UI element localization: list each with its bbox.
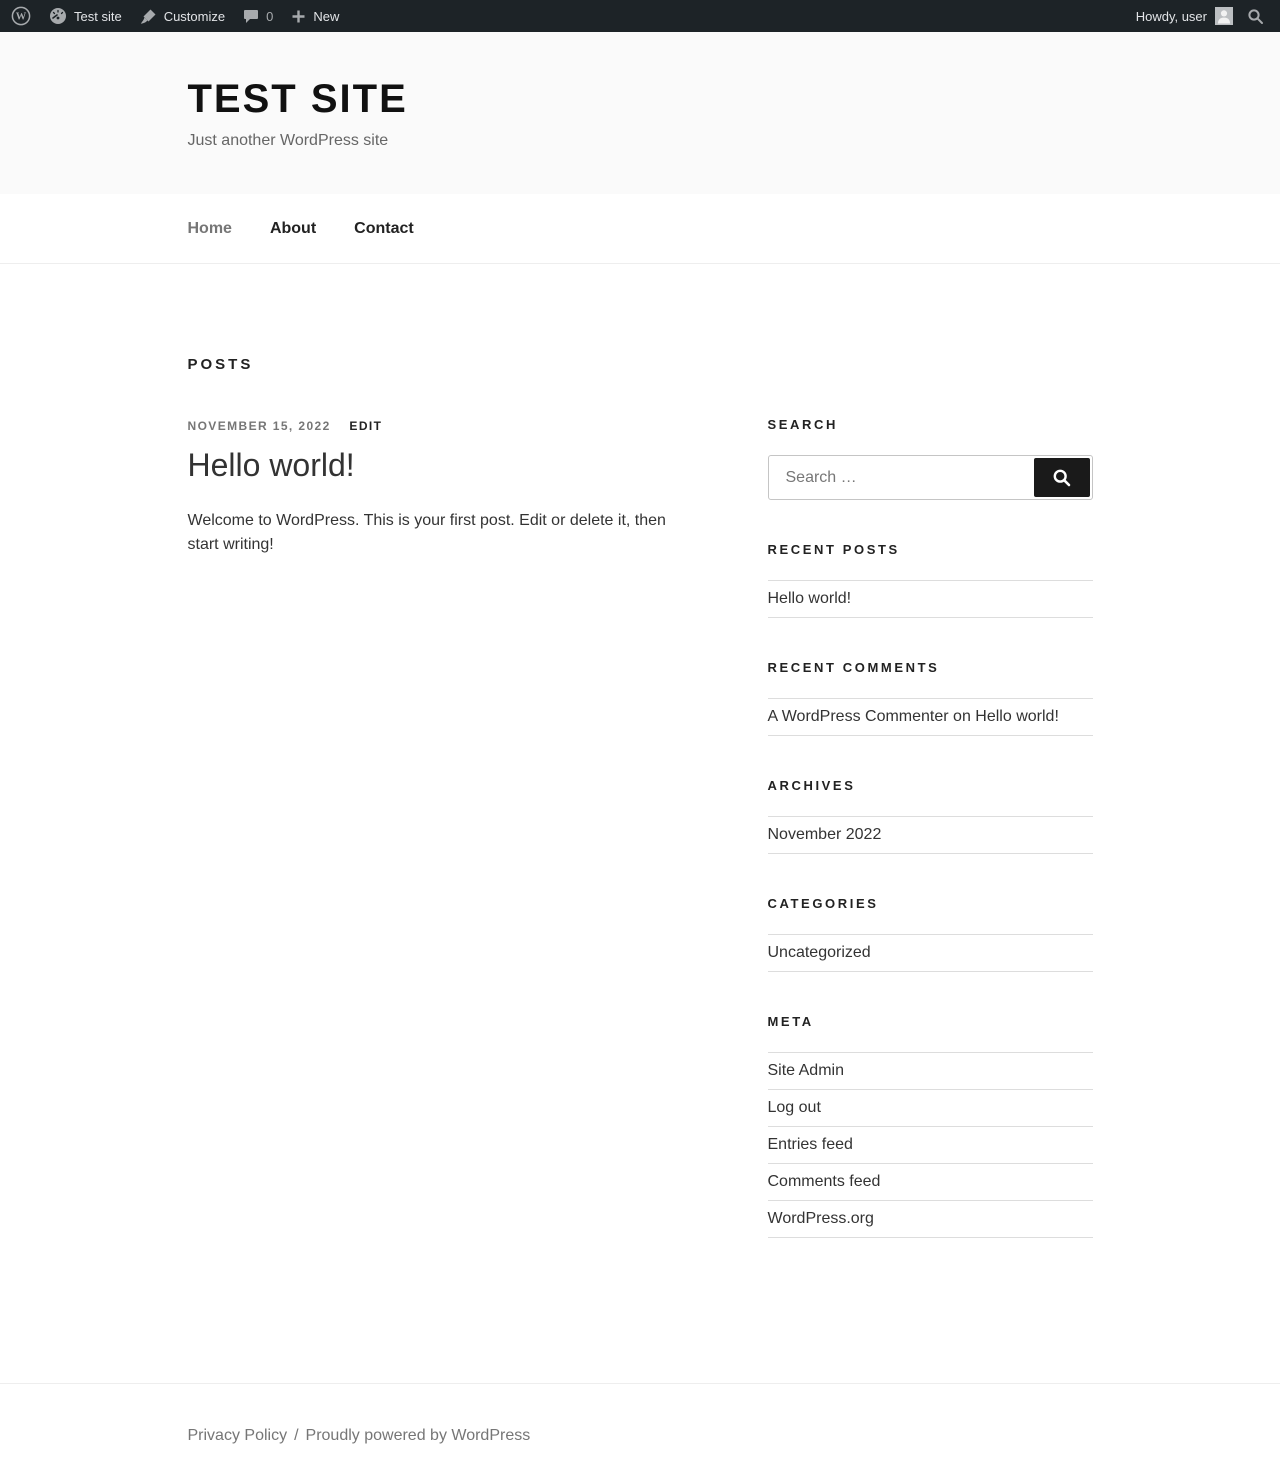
search-icon [1052, 468, 1072, 488]
nav-item-about[interactable]: About [269, 219, 317, 237]
recent-posts-list [768, 580, 1093, 618]
entry-body: Welcome to WordPress. This is your first post. Edit or delete it, then start writing! [187, 512, 666, 553]
list-item [768, 817, 1093, 854]
list-item [768, 1053, 1093, 1090]
comment-author-link[interactable]: A WordPress Commenter [767, 708, 949, 725]
my-account-menu[interactable] [1128, 7, 1241, 25]
search-input[interactable] [771, 469, 1034, 487]
howdy-label: Howdy, user [1135, 8, 1207, 24]
meta-wordpress-org-link[interactable]: WordPress.org [767, 1210, 874, 1227]
recent-posts-title: RECENT POSTS [767, 542, 900, 557]
admin-bar [0, 0, 1280, 32]
recent-comments-list [768, 698, 1093, 736]
entry-edit-link[interactable]: EDIT [349, 419, 383, 433]
wordpress-logo-icon [11, 6, 31, 26]
entry-meta [188, 419, 701, 433]
wordpress-menu[interactable] [2, 0, 40, 32]
nav-item-home[interactable]: Home [187, 219, 232, 237]
archives-title: ARCHIVES [767, 778, 856, 793]
new-label: New [313, 8, 340, 24]
sidebar [768, 356, 1093, 1280]
entry-date-link[interactable]: NOVEMBER 15, 2022 [187, 419, 331, 433]
search-submit-button[interactable] [1034, 458, 1090, 497]
meta-widget [768, 1014, 1093, 1238]
site-name-label: Test site [74, 8, 122, 24]
meta-log-out-link[interactable]: Log out [767, 1099, 821, 1116]
archives-widget [768, 778, 1093, 854]
comment-connector: on [953, 708, 971, 725]
footer-separator: / [294, 1427, 299, 1444]
recent-post-link[interactable]: Hello world! [767, 590, 852, 607]
list-item [768, 1201, 1093, 1238]
categories-widget [768, 896, 1093, 972]
search-form [768, 455, 1093, 500]
archive-link[interactable]: November 2022 [767, 826, 882, 843]
comment-bubble-icon [243, 8, 259, 24]
site-title[interactable]: TEST SITE [187, 77, 408, 121]
comment-post-link[interactable]: Hello world! [975, 708, 1059, 725]
search-widget-title: SEARCH [767, 417, 838, 432]
avatar [1215, 7, 1233, 25]
meta-list [768, 1052, 1093, 1238]
list-item [768, 1090, 1093, 1127]
search-widget [768, 417, 1093, 500]
dashboard-gauge-icon [49, 7, 67, 25]
entry-title-link[interactable]: Hello world! [187, 447, 355, 483]
list-item [768, 699, 1093, 736]
categories-title: CATEGORIES [767, 896, 879, 911]
customize-label: Customize [163, 8, 226, 24]
site-header [0, 32, 1280, 194]
page-title: POSTS [187, 356, 254, 373]
comment-count: 0 [266, 8, 274, 24]
recent-comments-title: RECENT COMMENTS [767, 660, 940, 675]
customize-menu[interactable] [131, 0, 234, 32]
admin-bar-left [2, 0, 348, 32]
powered-by-link[interactable]: Proudly powered by WordPress [305, 1427, 531, 1444]
svg-text:W: W [15, 11, 27, 23]
plus-icon [291, 9, 306, 24]
main-column [188, 356, 701, 1280]
content-area [188, 356, 1093, 1280]
post-hello-world [188, 419, 701, 557]
adminbar-search-icon[interactable] [1241, 8, 1270, 25]
admin-bar-right [1128, 0, 1270, 32]
list-item [768, 581, 1093, 618]
meta-comments-feed-link[interactable]: Comments feed [767, 1173, 881, 1190]
recent-comments-widget [768, 660, 1093, 736]
meta-title: META [767, 1014, 814, 1029]
category-link[interactable]: Uncategorized [767, 944, 871, 961]
site-name-menu[interactable] [40, 0, 131, 32]
site-tagline: Just another WordPress site [187, 132, 389, 149]
categories-list [768, 934, 1093, 972]
recent-posts-widget [768, 542, 1093, 618]
list-item [768, 935, 1093, 972]
privacy-policy-link[interactable]: Privacy Policy [187, 1427, 288, 1444]
archives-list [768, 816, 1093, 854]
meta-entries-feed-link[interactable]: Entries feed [767, 1136, 853, 1153]
site-footer [0, 1383, 1280, 1484]
new-content-menu[interactable] [282, 0, 348, 32]
entry-title [188, 445, 701, 485]
list-item [768, 1127, 1093, 1164]
list-item [768, 1164, 1093, 1201]
meta-site-admin-link[interactable]: Site Admin [767, 1062, 844, 1079]
main-navigation [0, 194, 1280, 264]
nav-item-contact[interactable]: Contact [354, 219, 414, 237]
brush-icon [140, 8, 157, 25]
comments-menu[interactable] [234, 0, 282, 32]
